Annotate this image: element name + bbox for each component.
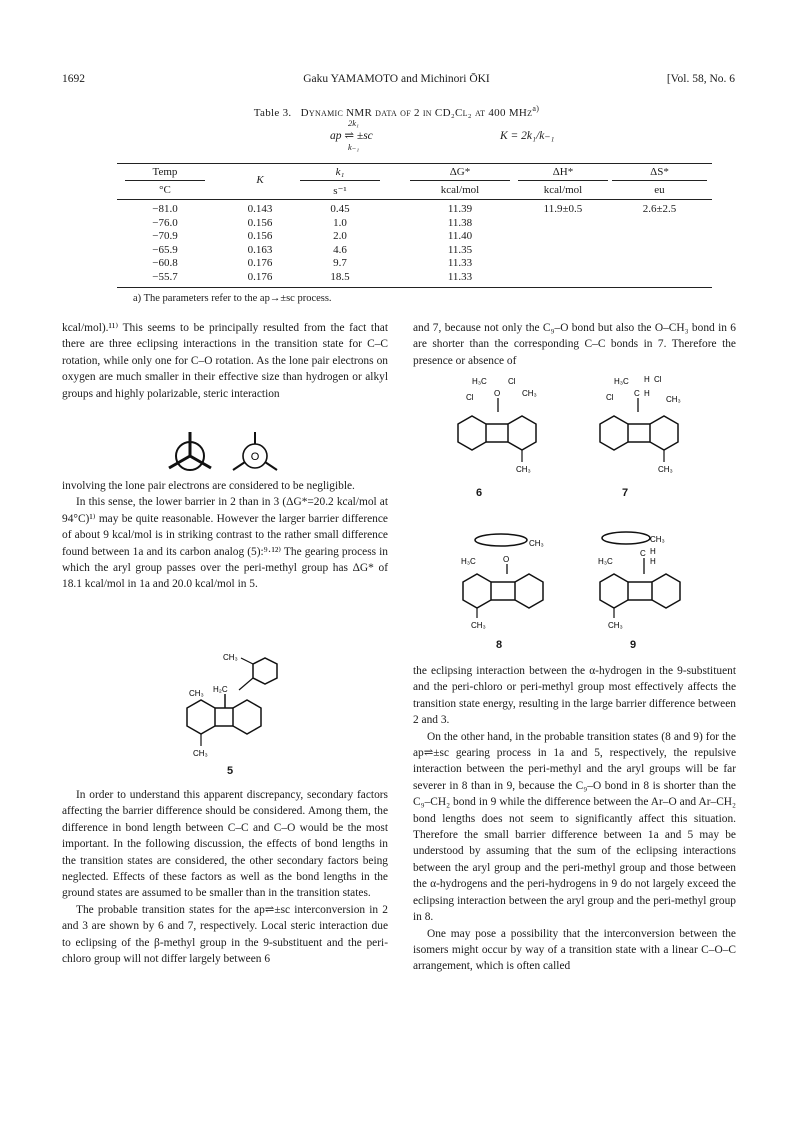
right-paragraph-2: the eclipsing interaction between the α-hydrogen in the 9-substituent and the peri-chloro or peri-methyl group most effectively affects the transition state energy, resulting in the large barrier difference between 2 and 3.	[413, 665, 736, 727]
left-paragraph-1: kcal/mol).¹¹⁾ This seems to be principally resulted from the fact that there are three eclipsing interactions in the transition state for C–C rotation, while only one for C–O rotation. As the lone pair electrons on oxygen are much smaller in their effective size than hydrogen or alkyl groups and highly polarizable, steric interaction	[62, 322, 388, 400]
equilibrium-scheme	[330, 120, 480, 152]
table-cell: 0.143	[247, 203, 273, 215]
rate-forward: 2k₁	[348, 118, 359, 128]
newman-co	[233, 432, 277, 470]
rate-backward: k₋₁	[348, 142, 360, 152]
table-header-rule	[117, 199, 712, 200]
s7-ch3: CH₃	[666, 395, 681, 404]
table-subrule-temp	[125, 180, 205, 181]
table-row	[0, 217, 793, 231]
left-column-mid	[62, 478, 388, 593]
s5-h2c: H₂C	[213, 685, 228, 694]
table-cell: 11.38	[447, 216, 473, 229]
table-cell: 11.40	[447, 230, 473, 242]
left-paragraph-2: involving the lone pair electrons are considered to be negligible.	[62, 480, 355, 492]
structure-8	[455, 528, 565, 633]
s7-ch3-bottom: CH₃	[658, 465, 673, 474]
s8-ch3: CH₃	[529, 539, 544, 548]
table-row	[0, 257, 793, 271]
label-5: 5	[227, 765, 234, 777]
table-cell: 0.176	[247, 270, 273, 283]
s9-h2: H	[650, 557, 656, 566]
newman-cc	[169, 432, 211, 470]
structure-9	[592, 528, 702, 633]
table-cell: −55.7	[152, 270, 178, 283]
table-cell: 2.6±2.5	[642, 203, 677, 215]
left-paragraph-5: The probable transition states for the ap⇌±sc interconversion in 2 and 3 are shown by 6 and 7, respectively. Local steric interaction due to eclipsing of the β-methyl group in the 9-substituent and the peri-chloro group will not differ largely between 6	[62, 903, 388, 966]
col-header-k1: k₁	[335, 166, 345, 178]
newman-oxygen: O	[250, 451, 260, 463]
structure-5	[175, 650, 285, 770]
table-caption-label: Table 3.	[253, 107, 292, 119]
table-row	[0, 244, 793, 258]
left-paragraph-3: In this sense, the lower barrier in 2 than in 3 (ΔG*=20.2 kcal/mol at 94°C)¹⁾ may be quite reasonable. However the larger barrier difference of about 9 kcal/mol is in striking contrast to the rather small difference found between 1a and its carbon analog (5):⁹·¹²⁾ The gearing process in which the aryl group passes over the peri-methyl group has ΔG* of 18.1 kcal/mol in 1a and 20.0 kcal/mol in 5.	[62, 496, 388, 591]
table-row	[0, 271, 793, 285]
s5-ch3-top: CH₃	[223, 653, 238, 662]
s9-h3c: H₃C	[598, 557, 613, 566]
table-cell: 0.156	[247, 216, 273, 229]
volume-info: [Vol. 58, No. 6	[666, 73, 735, 85]
left-column-bottom	[62, 787, 388, 967]
table-cell: −81.0	[152, 203, 178, 215]
running-authors: Gaku YAMAMOTO and Michinori ŌKI	[303, 73, 490, 85]
table-cell: 0.156	[247, 230, 273, 242]
equilibrium-expression: ap ⇌ ±sc	[330, 130, 373, 142]
right-paragraph-4: One may pose a possibility that the interconversion between the isomers might occur by way of a transition state with a linear C–O–C arrangement, which is often called	[413, 927, 736, 973]
label-7: 7	[622, 487, 629, 499]
table-caption-text: Dynamic NMR data of 2 in CD₂Cl₂ at 400 MHz	[300, 107, 533, 119]
k-definition: K = 2k₁/k₋₁	[500, 130, 555, 142]
label-9: 9	[630, 639, 637, 651]
table-cell: 0.45	[330, 203, 350, 215]
s7-c: C	[634, 389, 640, 398]
table-top-rule	[117, 163, 712, 164]
s6-o: O	[494, 389, 501, 398]
structure-7	[592, 372, 702, 482]
table-cell: −70.9	[152, 230, 178, 242]
table-subrule-ds	[612, 180, 707, 181]
s6-ch3-bottom: CH₃	[516, 465, 531, 474]
unit-dg: kcal/mol	[440, 184, 480, 196]
unit-dh: kcal/mol	[543, 184, 583, 196]
unit-k1: s⁻¹	[333, 185, 347, 197]
s9-c: C	[640, 549, 646, 558]
right-paragraph-3: On the other hand, in the probable transition states (8 and 9) for the ap⇌±sc gearing process in 1a and 5, respectively, the repulsive interaction between the peri-methyl and the aryl groups will be far severer in 8 than in 9, because the C₉–O bond in 8 is shorter than the C₉–CH₂ bond in 9 while the difference between the Ar–O and Ar–CH₂ bond lengths does not seem to significantly affect this situation. Therefore the small barrier difference between 1a and 5 may be understood by assuming that the sum of the eclipsing interactions between the aryl group and the peri-methyl group and those between the α-hydrogens and the peri-hydrogens in 9 do not largely exceed the eclipsing interaction between the aryl group and the peri-methyl group in 8.	[413, 730, 736, 924]
unit-ds: eu	[654, 184, 665, 196]
structure-6	[450, 372, 560, 482]
s9-ch3: CH₃	[650, 535, 665, 544]
s8-o: O	[503, 555, 510, 564]
col-header-ds: ΔS*	[650, 166, 669, 178]
s7-h2: H	[644, 389, 650, 398]
table-subrule-k1	[300, 180, 380, 181]
col-header-dh: ΔH*	[552, 166, 574, 178]
table-cell: 11.33	[447, 257, 473, 269]
table-cell: 0.176	[247, 257, 273, 269]
label-6: 6	[476, 487, 483, 499]
table-cell: 4.6	[333, 243, 347, 256]
s8-h3c: H₃C	[461, 557, 476, 566]
s6-h3c: H₃C	[472, 377, 487, 386]
col-header-k: K	[256, 174, 264, 186]
right-column-top	[413, 320, 736, 369]
table-row	[0, 230, 793, 244]
page-number: 1692	[62, 73, 85, 85]
left-column-top	[62, 320, 388, 402]
table-subrule-dg	[410, 180, 510, 181]
s7-h3c: H₃C	[614, 377, 629, 386]
label-8: 8	[496, 639, 503, 651]
table-row	[0, 203, 793, 217]
s7-cl2: Cl	[606, 393, 614, 402]
table-footnote: a) The parameters refer to the ap→±sc process.	[133, 293, 332, 304]
table-cell: −60.8	[152, 257, 178, 269]
table-cell: 1.0	[333, 216, 347, 229]
s6-ch3: CH₃	[522, 389, 537, 398]
s7-h: H	[644, 375, 650, 384]
s5-ch3-left: CH₃	[189, 689, 204, 698]
col-header-temp: Temp	[152, 166, 178, 178]
unit-temp: °C	[159, 184, 171, 196]
right-column-bottom	[413, 663, 736, 975]
table-bottom-rule	[117, 287, 712, 288]
s7-cl1: Cl	[654, 375, 662, 384]
table-caption-note: a)	[532, 104, 540, 113]
s8-ch3-bottom: CH₃	[471, 621, 486, 630]
s9-h: H	[650, 547, 656, 556]
table-cell: 9.7	[333, 257, 347, 269]
table-cell: 11.9±0.5	[543, 203, 583, 215]
col-header-dg: ΔG*	[449, 166, 471, 178]
table-cell: 2.0	[333, 230, 347, 242]
table-cell: 11.35	[447, 243, 473, 256]
table-cell: 11.39	[447, 203, 473, 215]
table-subrule-dh	[518, 180, 608, 181]
table-cell: 0.163	[247, 243, 273, 256]
table-cell: 18.5	[330, 270, 350, 283]
s9-ch3-bottom: CH₃	[608, 621, 623, 630]
right-paragraph-1: and 7, because not only the C₉–O bond but also the O–CH₃ bond in 6 are shorter than the corresponding C–C bonds in 7. Therefore the presence or absence of	[413, 322, 736, 367]
table-cell: −76.0	[152, 216, 178, 229]
s5-ch3-bottom: CH₃	[193, 749, 208, 758]
table-caption	[0, 104, 793, 119]
left-paragraph-4: In order to understand this apparent discrepancy, secondary factors affecting the barrier difference should be considered. Among them, the difference in bond length between C–C and C–O would be the most important. In the following discussion, the effects of bond lengths in the transition states are considered, the other secondary factors being neglected. Effects of these factors as well as the bond lengths in the ground states are assumed to be smaller than in the transition states.	[62, 789, 388, 900]
table-cell: −65.9	[152, 243, 178, 256]
s6-cl1: Cl	[508, 377, 516, 386]
table-cell: 11.33	[447, 270, 473, 283]
s6-cl2: Cl	[466, 393, 474, 402]
newman-projections	[160, 428, 290, 480]
